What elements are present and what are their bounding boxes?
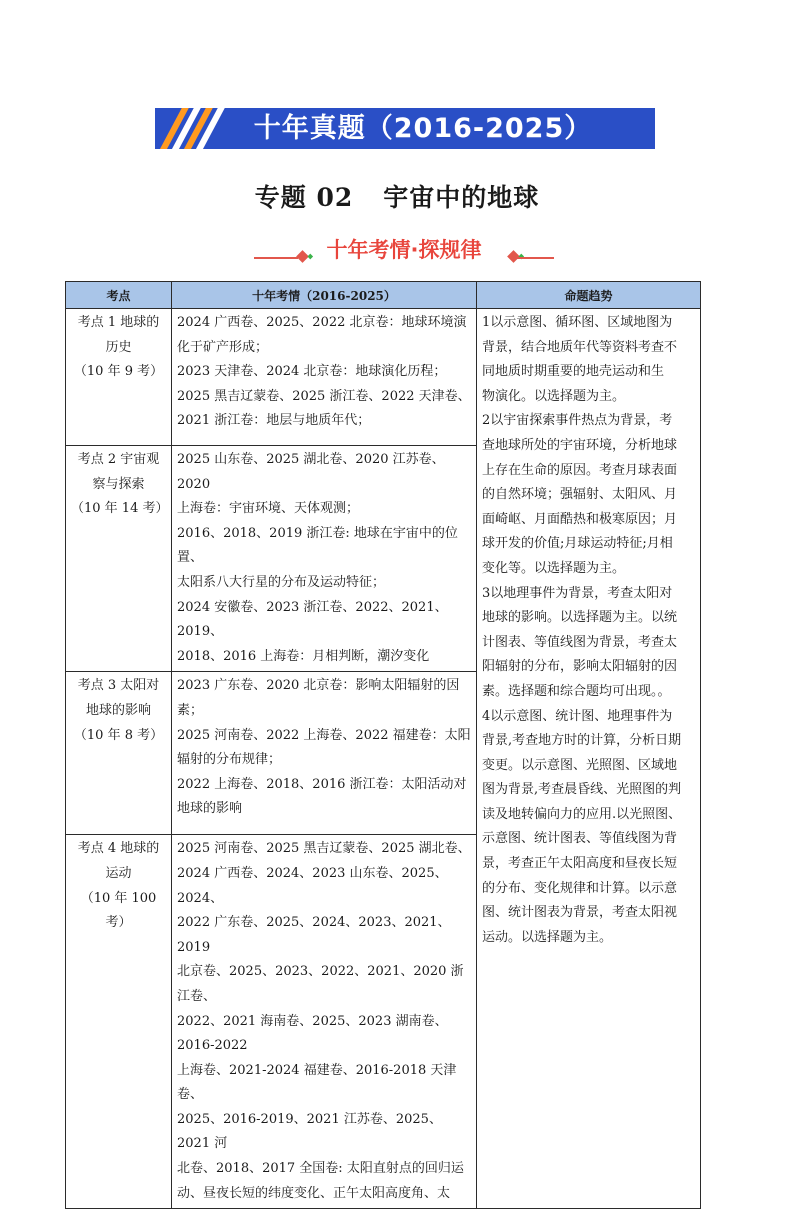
trend-line: 背景，结合地质年代等资料考查不 — [482, 339, 678, 355]
trend-line: 变化等。以选择题为主。 — [482, 560, 626, 576]
exam-analysis-table — [65, 281, 701, 1209]
trend-line: 阳辐射的分布，影响太阳辐射的因 — [482, 659, 678, 675]
history-line: 2025 山东卷、2025 湖北卷、2020 江苏卷、2020 — [177, 452, 445, 492]
exam-history-cell — [172, 672, 477, 835]
history-line: 上海卷：宇宙环境、天体观测； — [177, 501, 360, 517]
history-line: 2021 浙江卷：地层与地质年代； — [177, 413, 371, 429]
trend-line: 示意图、统计图表、等值线图为背 — [482, 831, 678, 847]
header-cell: 考点 — [66, 282, 172, 309]
history-line: 化于矿产形成； — [177, 339, 269, 355]
trend-line: 景，考查正午太阳高度和昼夜长短 — [482, 856, 678, 872]
topic-name: 地球的影响 — [85, 702, 151, 718]
topic-cell — [66, 672, 172, 835]
exam-history-cell — [172, 309, 477, 446]
topic-name: 考点 2 宇宙观 — [77, 452, 160, 467]
history-line: 辐射的分布规律； — [177, 752, 282, 768]
topic-count: （10 年 8 考） — [73, 727, 164, 743]
topic-cell — [66, 446, 172, 672]
history-line: 北卷、2018、2017 全国卷: 太阳直射点的回归运 — [177, 1161, 464, 1177]
trend-line: 变更。以示意图、光照图、区域地 — [482, 757, 678, 773]
trend-line: 面崎岖、月面酷热和极寒原因；月 — [482, 511, 678, 527]
history-line: 2022、2021 海南卷、2025、2023 湖南卷、2016-2022 — [177, 1013, 448, 1054]
trend-line: 图、统计图表为背景，考查太阳视 — [482, 905, 678, 921]
trend-line: 素。选择题和综合题均可出现。。 — [482, 683, 671, 699]
trend-line: 物演化。以选择题为主。 — [482, 388, 626, 404]
history-line: 2025 河南卷、2022 上海卷、2022 福建卷：太阳 — [177, 727, 471, 743]
title-banner — [155, 108, 655, 149]
history-line: 2025、2016-2019、2021 江苏卷、2025、2021 河 — [177, 1111, 442, 1152]
history-line: 2022 上海卷、2018、2016 浙江卷：太阳活动对 — [177, 776, 467, 792]
trend-line: 图为背景,考查晨昏线、光照图的判 — [482, 782, 682, 798]
trend-line: 1以示意图、循环图、区域地图为 — [482, 315, 673, 330]
header-cell: 十年考情（2016-2025） — [172, 282, 477, 309]
trend-line: 球开发的价值;月球运动特征;月相 — [482, 536, 673, 552]
topic-name: 考点 3 太阳对 — [77, 678, 160, 694]
history-line: 2016、2018、2019 浙江卷: 地球在宇宙中的位置、 — [177, 525, 458, 566]
history-line: 北京卷、2025、2023、2022、2021、2020 浙江卷、 — [177, 964, 464, 1004]
trend-line: 读及地转偏向力的应用.以光照图、 — [482, 806, 682, 822]
trend-paragraph — [482, 311, 695, 409]
topic-name: 历史 — [105, 339, 132, 355]
topic-name: 考点 1 地球的 — [77, 315, 160, 330]
trend-line: 3以地理事件为背景，考查太阳对 — [482, 585, 673, 601]
trend-line: 计图表、等值线图为背景，考查太 — [482, 634, 678, 650]
topic-name: 察与探索 — [92, 476, 145, 492]
trend-line: 地球的影响。以选择题为主。以统 — [482, 610, 678, 626]
trend-paragraph — [482, 409, 695, 581]
history-line: 2023 天津卷、2024 北京卷：地球演化历程； — [177, 364, 447, 380]
history-line: 2024 安徽卷、2023 浙江卷、2022、2021、2019、 — [177, 599, 448, 640]
history-line: 动、昼夜长短的纬度变化、正午太阳高度角、太 — [177, 1185, 451, 1201]
section-subheading — [254, 234, 554, 264]
topic-count: （10 年 9 考） — [73, 364, 164, 380]
history-line: 2024 广西卷、2024、2023 山东卷、2025、2024、 — [177, 865, 448, 906]
history-line: 素； — [177, 702, 204, 718]
exam-history-cell — [172, 835, 477, 1209]
history-line: 2024 广西卷、2025、2022 北京卷：地球环境演 — [177, 315, 467, 330]
trend-line: 的自然环境；强辐射、太阳风、月 — [482, 487, 678, 503]
subject-title — [0, 178, 794, 214]
history-line: 2025 河南卷、2025 黑吉辽蒙卷、2025 湖北卷、 — [177, 841, 471, 857]
trend-line: 查地球所处的宇宙环境，分析地球 — [482, 437, 678, 453]
history-line: 2025 黑吉辽蒙卷、2025 浙江卷、2022 天津卷、 — [177, 388, 471, 404]
trend-line: 上存在生命的原因。考查月球表面 — [482, 462, 678, 478]
trend-line: 背景,考查地方时的计算，分析日期 — [482, 733, 682, 749]
trend-line: 运动。以选择题为主。 — [482, 929, 613, 945]
trend-line: 同地质时期重要的地壳运动和生 — [482, 364, 665, 380]
trend-line: 的分布、变化规律和计算。以示意 — [482, 880, 678, 896]
topic-name: 运动 — [105, 865, 132, 881]
table-row — [66, 309, 701, 446]
table-header-row — [66, 282, 701, 309]
topic-cell — [66, 309, 172, 446]
subject-name: 宇宙中的地球 — [383, 183, 540, 212]
subheading-text: 十年考情·探规律 — [326, 238, 482, 262]
topic-count: （10 年 14 考） — [71, 501, 169, 517]
history-line: 太阳系八大行星的分布及运动特征； — [177, 574, 386, 590]
trend-paragraph — [482, 582, 695, 705]
trend-line: 4以示意图、统计图、地理事件为 — [482, 708, 673, 724]
topic-name: 考点 4 地球的 — [77, 841, 160, 857]
header-cell: 命题趋势 — [477, 282, 701, 309]
history-line: 上海卷、2021-2024 福建卷、2016-2018 天津卷、 — [177, 1062, 457, 1103]
trend-paragraph — [482, 705, 695, 951]
banner-title: 十年真题（2016-2025） — [253, 113, 593, 144]
history-line: 2018、2016 上海卷：月相判断，潮汐变化 — [177, 648, 430, 664]
subject-code: 专题 02 — [254, 183, 354, 212]
history-line: 2022 广东卷、2025、2024、2023、2021、2019 — [177, 915, 451, 955]
divider-line — [514, 257, 554, 259]
topic-count: （10 年 100 考） — [80, 890, 157, 931]
trend-cell — [477, 309, 701, 1209]
history-line: 地球的影响 — [177, 801, 243, 817]
history-line: 2023 广东卷、2020 北京卷：影响太阳辐射的因 — [177, 678, 460, 694]
trend-line: 2以宇宙探索事件热点为背景，考 — [482, 413, 673, 429]
topic-cell — [66, 835, 172, 1209]
exam-history-cell — [172, 446, 477, 672]
